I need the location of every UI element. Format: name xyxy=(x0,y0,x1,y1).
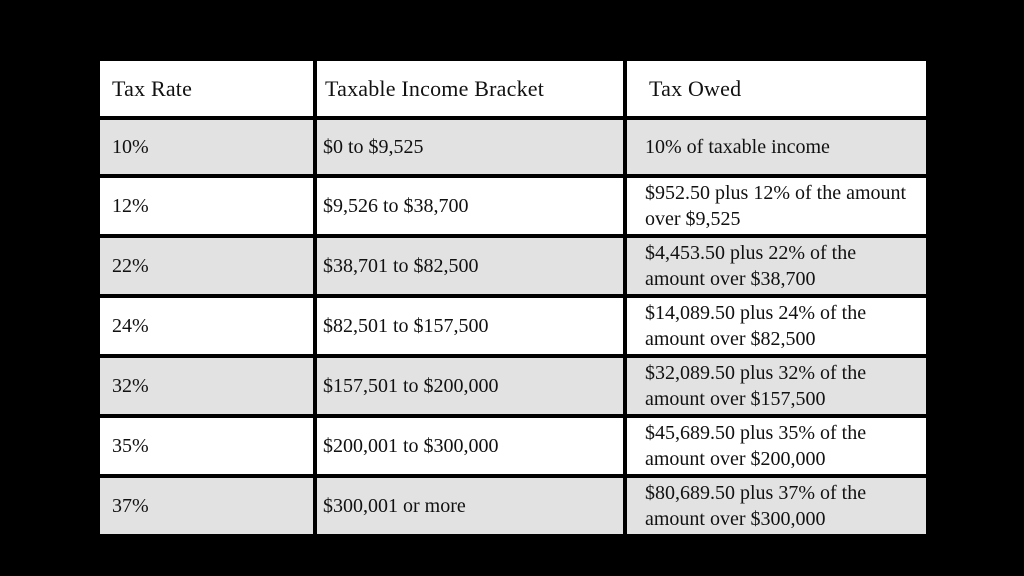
tax-owed-cell: $80,689.50 plus 37% of the amount over $300,000 xyxy=(625,476,928,536)
table-row xyxy=(98,236,928,296)
tax-owed-cell: 10% of taxable income xyxy=(625,118,928,176)
column-header-tax-owed: Tax Owed xyxy=(625,59,928,118)
tax-rate-cell: 22% xyxy=(98,236,315,296)
tax-rate-cell: 32% xyxy=(98,356,315,416)
income-bracket-cell: $300,001 or more xyxy=(315,476,625,536)
income-bracket-cell: $82,501 to $157,500 xyxy=(315,296,625,356)
table-row xyxy=(98,416,928,476)
table-row xyxy=(98,356,928,416)
tax-bracket-table xyxy=(96,57,930,538)
income-bracket-cell: $38,701 to $82,500 xyxy=(315,236,625,296)
table-row xyxy=(98,118,928,176)
table-row xyxy=(98,296,928,356)
tax-rate-cell: 37% xyxy=(98,476,315,536)
table-row xyxy=(98,176,928,236)
income-bracket-cell: $0 to $9,525 xyxy=(315,118,625,176)
tax-owed-cell: $45,689.50 plus 35% of the amount over $200,000 xyxy=(625,416,928,476)
table-header-row xyxy=(98,59,928,118)
tax-rate-cell: 35% xyxy=(98,416,315,476)
tax-owed-cell: $952.50 plus 12% of the amount over $9,525 xyxy=(625,176,928,236)
tax-owed-cell: $32,089.50 plus 32% of the amount over $157,500 xyxy=(625,356,928,416)
tax-rate-cell: 12% xyxy=(98,176,315,236)
income-bracket-cell: $200,001 to $300,000 xyxy=(315,416,625,476)
tax-owed-cell: $4,453.50 plus 22% of the amount over $38,700 xyxy=(625,236,928,296)
column-header-tax-rate: Tax Rate xyxy=(98,59,315,118)
income-bracket-cell: $157,501 to $200,000 xyxy=(315,356,625,416)
tax-owed-cell: $14,089.50 plus 24% of the amount over $82,500 xyxy=(625,296,928,356)
tax-rate-cell: 10% xyxy=(98,118,315,176)
table-row xyxy=(98,476,928,536)
income-bracket-cell: $9,526 to $38,700 xyxy=(315,176,625,236)
column-header-income-bracket: Taxable Income Bracket xyxy=(315,59,625,118)
tax-rate-cell: 24% xyxy=(98,296,315,356)
